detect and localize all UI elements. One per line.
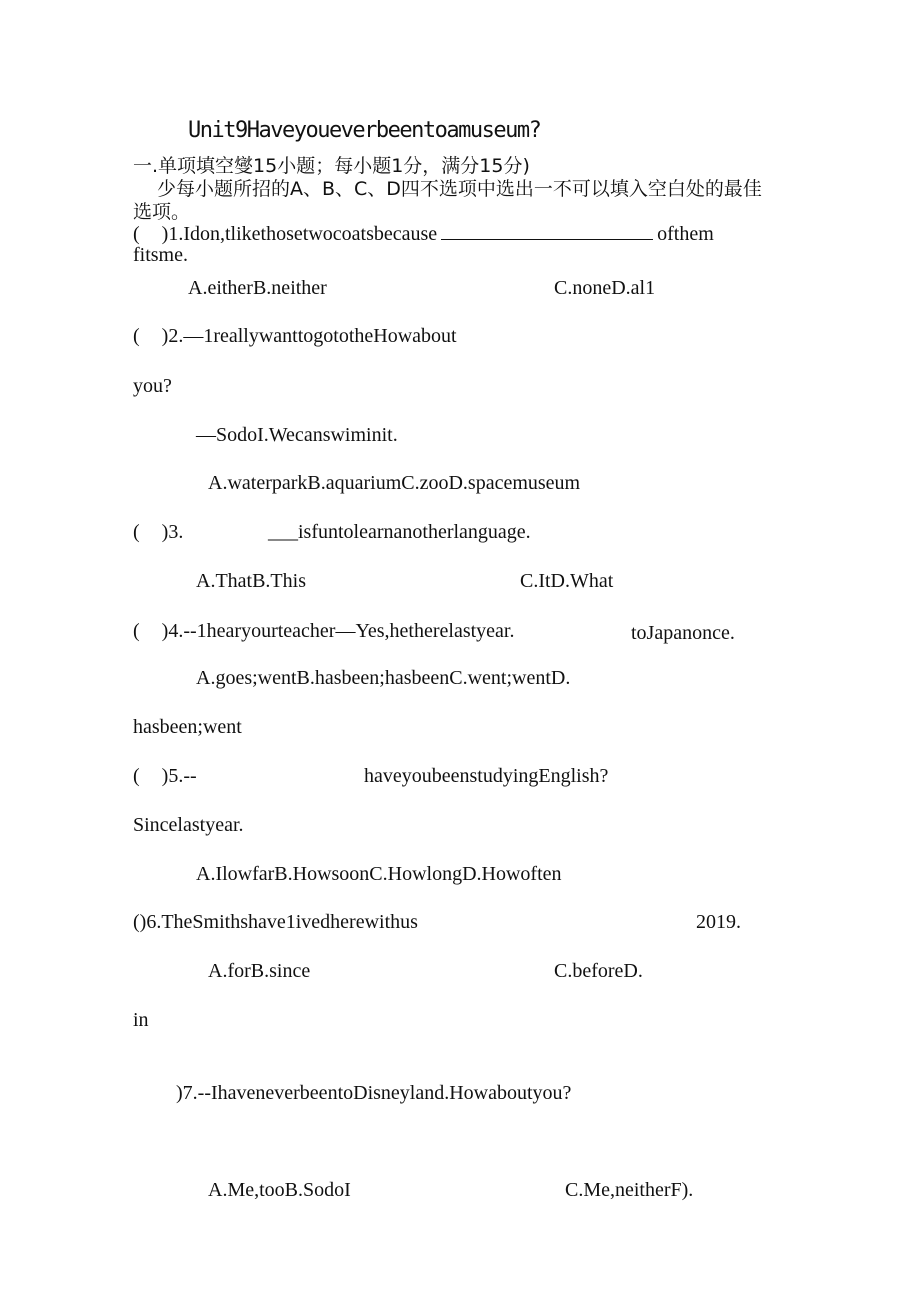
question-7: )7.--IhaveneverbeentoDisneyland.Howaboutyou?	[176, 1082, 572, 1104]
question-stem: )2.—1reallywanttogototheHowabout	[161, 325, 457, 347]
options-4-cont: hasbeen;went	[133, 716, 242, 738]
question-4-stem-right: toJapanonce.	[631, 622, 735, 644]
options-1-ab: A.eitherB.neither	[188, 277, 327, 299]
question-5	[133, 765, 197, 788]
answer-paren: (	[133, 223, 140, 245]
question-3	[133, 521, 183, 544]
options-3-ab: A.ThatB.This	[196, 570, 306, 592]
options-6-ab: A.forB.since	[208, 960, 311, 982]
options-7-cd: C.Me,neitherF).	[565, 1179, 694, 1201]
question-2	[133, 325, 457, 348]
options-6-cont: in	[133, 1009, 149, 1031]
question-stem: )1.Idon,tlikethosetwocoatsbecause	[161, 223, 438, 245]
question-3-stem: ___isfuntolearnanotherlanguage.	[268, 521, 531, 543]
question-2-reply: —SodoI.Wecanswiminit.	[196, 424, 398, 446]
section-instruction-cont: 选项。	[133, 201, 191, 223]
page-title: Unit9Haveyoueverbeentoamuseum?	[188, 118, 541, 143]
question-stem-end: ofthem	[657, 223, 714, 245]
options-2: A.waterparkB.aquariumC.zooD.spacemuseum	[208, 472, 581, 494]
question-4	[133, 620, 514, 643]
question-5-answer: Sincelastyear.	[133, 814, 244, 836]
answer-paren: (	[133, 325, 140, 347]
question-2-cont: you?	[133, 375, 172, 397]
options-5: A.IlowfarB.HowsoonC.HowlongD.Howoften	[196, 863, 562, 885]
question-number: )3.	[161, 521, 184, 543]
question-number: )5.--	[161, 765, 197, 787]
answer-paren: (	[133, 521, 140, 543]
question-1-cont: fitsme.	[133, 244, 188, 266]
options-1-cd: C.noneD.al1	[554, 277, 656, 299]
options-7-ab: A.Me,tooB.SodoI	[208, 1179, 351, 1201]
question-6: ()6.TheSmithshave1ivedherewithus	[133, 911, 418, 933]
question-1	[133, 221, 714, 246]
answer-paren: (	[133, 765, 140, 787]
question-6-year: 2019.	[696, 911, 741, 933]
answer-paren: (	[133, 620, 140, 642]
options-3-cd: C.ItD.What	[520, 570, 614, 592]
options-6-cd: C.beforeD.	[554, 960, 643, 982]
question-5-stem: haveyoubeenstudyingEnglish?	[364, 765, 609, 787]
section-heading: 一.单项填空燮15小题；每小题1分，满分15分)	[133, 155, 530, 177]
section-instruction: 少每小题所招的A、B、C、D四不选项中选出一不可以填入空白处的最佳	[157, 178, 762, 200]
fill-blank[interactable]	[441, 221, 653, 240]
options-4: A.goes;wentB.hasbeen;hasbeenC.went;wentD.	[196, 667, 571, 689]
question-stem: )4.--1hearyourteacher—Yes,hetherelastyear.	[161, 620, 515, 642]
